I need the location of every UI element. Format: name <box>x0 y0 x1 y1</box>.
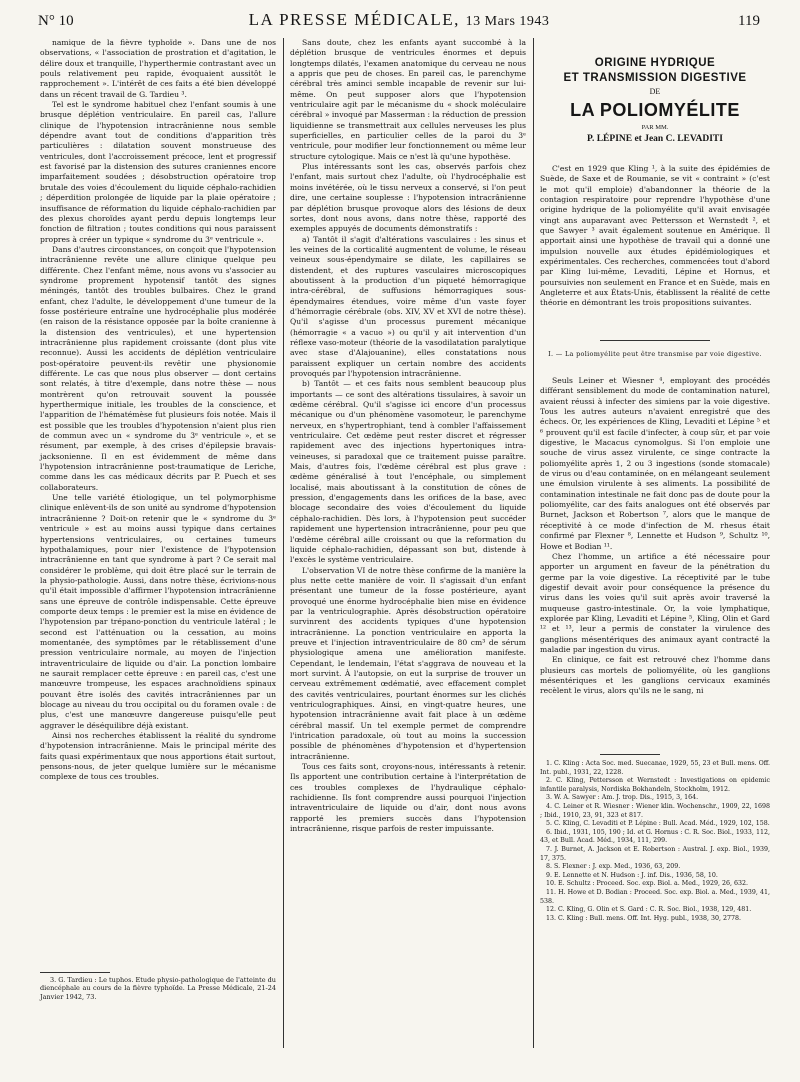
paragraph: Chez l'homme, un artifice a été nécessaire pour apporter un argument en faveur de la pénétration du germe par la voie digestive. La réceptivité par le tube digestif devait avoir pour conséquence la présence du virus dans les voies qu'il suit après avoir traversé la muqueuse gastro-intestinale. Or, la voie lymphatique, explorée par Kling, Levaditi et Lépine ⁵, Kling, Olin et Gard ¹² et ¹³, leur a permis de constater la virulence des ganglions mésentériques des animaux ayant contracté la maladie par ingestion du virus. <box>540 551 770 654</box>
column-divider-2 <box>533 38 534 1048</box>
reference-item: 12. C. Kling, G. Olin et S. Gard : C. R. Soc. Biol., 1938, 129, 481. <box>546 906 752 914</box>
article-title-block <box>540 56 770 146</box>
reference-item: 7. J. Burnet, A. Jackson et E. Robertson : Austral. J. exp. Biol., 1939, 17, 375. <box>540 845 770 862</box>
footnote-rule <box>40 972 110 973</box>
paragraph: En clinique, ce fait est retrouvé chez l'homme dans plusieurs cas mortels de poliomyélite, où les ganglions mésentériques et les ganglions cervicaux examinés recèlent le virus, alors qu'ils ne le sang, ni <box>540 655 770 696</box>
references-list <box>540 760 770 923</box>
paragraph: Seuls Leiner et Wiesner ⁴, employant des procédés différant sensiblement du mode de contamination naturel, avaient réussi à infecter des simiens par la voie digestive. Tous les autres auteurs n'avaient enregistré que des échecs. Or, les expériences de Kling, Levaditi et Lépine ⁵ et ⁶ prouvent qu'il est facile d'infecter, à coup sûr, et par voie digestive, le Macacus cynomolgus. Si l'on emploie une souche de virus assez virulente, ce singe contracte la poliomyélite après 1, 2 ou 3 ingestions (sonde stomacale) de virus ou d'eau contaminée, on en mélangeant seulement une émulsion virulente à ses aliments. La possibilité de contamination intestinale ne fait donc pas de doute pour la poliomyélite, car des faits analogues ont été observés par Burnet, Jackson et Robertson ⁷, alors que le manque de réceptivité à ce mode d'infection de M. rhesus était confirmé par Flexner ⁸, Lennette et Hudson ⁹, Schultz ¹⁰, Howe et Bodian ¹¹. <box>540 376 770 551</box>
article-title-main: LA POLIOMYÉLITE <box>570 100 740 120</box>
reference-item: 4. C. Leiner et R. Wiesner : Wiener klin. Wochenschr., 1909, 22, 1698 ; Ibid., 1910, 23, 91, 323 et 817. <box>540 802 770 819</box>
article-title-line-2: ET TRANSMISSION DIGESTIVE <box>563 72 747 84</box>
issue-number: N° 10 <box>38 13 74 29</box>
reference-item: 9. E. Lennette et N. Hudson : J. inf. Dis., 1936, 58, 10. <box>546 871 718 879</box>
issue-date: 13 Mars 1943 <box>465 14 550 29</box>
column-divider-1 <box>283 38 284 1048</box>
journal-name: LA PRESSE MÉDICALE, <box>248 10 460 29</box>
paragraph: b) Tantôt — et ces faits nous semblent beaucoup plus importants — ce sont des altérations tissulaires, à savoir un œdème cérébral. Qu'il s'agisse ici encore d'un processus mécanique ou d'un phénomène vasomoteur, le parenchyme nerveux, en s'hypertrophiant, tend à combler l'affaissement ventriculaire. Cet œdème peut rester discret et régresser rapidement avec des injections hypertoniques intra-veineuses, si paradoxal que ce traitement puisse paraître. Mais, d'autres fois, l'œdème cérébral est plus grave : œdème généralisé à tout l'encéphale, ou simplement localisé, mais aboutissant à la constitution de cônes de pression, d'engagements dans les orifices de la base, avec blocage secondaire des voies d'écoulement du liquide céphalo-rachidien. Dès lors, à l'hypotension peut succéder rapidement une hypertension intracrânienne, pour peu que l'œdème cérébral aille croissant ou que la reformation du liquide céphalo-rachidien, dépassant son but, distende à l'excès le système ventriculaire. <box>290 379 526 565</box>
reference-item: 10. E. Schultz : Proceed. Soc. exp. Biol. a. Med., 1929, 26, 632. <box>546 880 749 888</box>
paragraph: namique de la fièvre typhoïde ». Dans une de nos observations, « l'association de prostration et d'agitation, le délire doux et tranquille, l'hyperthermie contrastant avec un pouls relativement peu rapide, évoquaient aussitôt le rapprochement ». L'intérêt de ces faits a été bien développé dans un récent travail de G. Tardieu ³. <box>40 38 276 99</box>
article-authors: P. LÉPINE et Jean C. LEVADITI <box>587 134 723 144</box>
article-intro <box>540 164 770 309</box>
footnote-text: 3. G. Tardieu : Le tuphos. Etude physio-pathologique de l'atteinte du diencéphale au cours de la fièvre typhoïde. La Presse Médicale, 21-24 Janvier 1942, 73. <box>40 976 276 1001</box>
reference-item: 5. C. Kling, C. Levaditi et P. Lépine : Bull. Acad. Méd., 1929, 102, 158. <box>546 820 770 828</box>
paragraph: Ainsi nos recherches établissent la réalité du syndrome d'hypotension intracrânienne. Mais le principal mérite des faits quasi expérimentaux que nous apportions était surtout, pensons-nous, de jeter quelque lumière sur le mécanisme complexe de tous ces troubles. <box>40 731 276 782</box>
paragraph: Dans d'autres circonstances, on conçoit que l'hypotension intracrânienne revête une allure clinique quelque peu différente. Chez l'enfant même, nous avons vu s'associer au syndrome proprement hypotensif tantôt des signes méningés, tantôt des troubles bulbaires. Chez le grand enfant, chez l'adulte, le développement d'une tumeur de la fosse postérieure entraîne une hydrocéphalie plus modérée (en raison de la résistance opposée par la boîte cranienne à la distension des ventricules), et une hypertension intracrânienne plus rapidement croissante (dont plus vite reconnue). Aussi les accidents de déplétion ventriculaire post-opératoire peuvent-ils revêtir une physionomie différente. Le cas que nous plus observer — dont certains sont relatés, à titre d'exemple, dans notre thèse — nous montrèrent qu'on retrouvait souvent la poussée hyperthermique initiale, les troubles de la conscience, et l'apparition de l'hématémèse fut plusieurs fois notée. Mais il est possible que les troubles d'hypotension n'aient plus rien de commun avec un « syndrome du 3ᵉ ventricule », et se résument, par exemple, à des crises d'épilepsie bravais-jacksonienne. Il en est évidemment de même dans l'hypotension intracrânienne post-traumatique de Leriche, comme dans les cas médicaux décrits par P. Puech et ses collaborateurs. <box>40 244 276 492</box>
paragraph: Une telle variété étiologique, un tel polymorphisme clinique enlèvent-ils de son unité au syndrome d'hypotension intracrânienne ? Doit-on retenir que le « syndrome du 3ᵉ ventricule » est au moins aussi typique dans certaines hypertensions ventriculaires, ou certaines tumeurs hypothalamiques, pour nier l'existence de l'hypotension intracrânienne en tant que syndrome à part ? Ce serait mal considérer le problème, qui doit être placé sur le terrain de la physio-pathologie. Aussi, dans notre thèse, écrivions-nous qu'il était impossible d'affirmer l'hypotension intracrânienne sans une épreuve de contrôle indispensable. Cette épreuve comporte deux temps : le premier est la mise en évidence de l'hypotension par trépano-ponction du ventricule latéral ; le second est l'atténuation ou la cessation, au moins momentanée, des symptômes par le rétablissement d'une pression ventriculaire normale, au moyen de l'injection intraventriculaire de liquide ou d'air. La ponction lombaire ne saurait remplacer cette épreuve : en pareil cas, c'est une manœuvre trompeuse, les espaces arachnoïdiens spinaux pouvant être isolés des cavités intracrâniennes par un blocage au niveau du trou occipital ou du foramen ovale : de plus, c'est une manœuvre dangereuse puisqu'elle peut aggraver le déséquilibre déjà existant. <box>40 493 276 730</box>
paragraph: Plus intéressants sont les cas, observés parfois chez l'enfant, mais surtout chez l'adulte, où l'hydrocéphalie est moins invétérée, où le tissu nerveux a conservé, si l'on peut dire, une certaine souplesse : l'hypotension intracrânienne par déplétion brusque provoque alors des lésions de deux sortes, dont nous avons, dans notre thèse, rapporté des exemples appuyés de documents démonstratifs : <box>290 162 526 234</box>
article-title-line-3: DE <box>649 87 661 96</box>
column-1 <box>40 38 276 783</box>
reference-item: 1. C. Kling : Acta Soc. med. Suecanae, 1929, 55, 23 et Bull. mens. Off. Int. publ., 1931, 22, 1228. <box>540 760 770 776</box>
section-heading: I. — La poliomyélite peut être transmise par voie digestive. <box>548 350 762 358</box>
section-separator <box>600 340 710 341</box>
paragraph: Tous ces faits sont, croyons-nous, intéressants à retenir. Ils apportent une contribution certaine à l'interprétation de ces troubles complexes de l'hydraulique céphalo-rachidienne. Ils font comprendre aussi pourquoi l'injection intraventriculaire de liquide ou d'air, dont nous avons rapporté les premiers succès dans l'hypotension intracrânienne, risque parfois de rester impuissante. <box>290 762 526 834</box>
page-number: 119 <box>738 13 760 29</box>
reference-item: 3. W. A. Sawyer : Am. J. trop. Dis., 1915, 3, 164. <box>546 794 699 802</box>
paragraph: a) Tantôt il s'agit d'altérations vasculaires : les sinus et les veines de la corticalité augmentent de volume, le réseau veineux sous-épendymaire se dilate, les capillaires se distendent, et des ruptures vasculaires microscopiques aboutissent à la production d'un piqueté hémorragique intra-cérébral, de suffusions hémorragiques sous-épendymaires étendues, voire même d'un vaste foyer d'hémorragie cérébrale (obs. XIV, XV et XVI de notre thèse). Qu'il s'agisse d'un processus purement mécanique (hémorragie « a vacuo ») ou qu'il y ait intervention d'un réflexe vaso-moteur (théorie de la vasodilatation paralytique avec stase d'Alajouanine), elles constatations nous paraissent expliquer un certain nombre des accidents provoqués par l'hypotension intracrânienne. <box>290 234 526 378</box>
paragraph: C'est en 1929 que Kling ¹, à la suite des épidémies de Suède, de Saxe et de Roumanie, se vit « contraint » (c'est le mot qu'il emploie) d'abandonner la théorie de la contagion respiratoire pour reprendre l'hypothèse d'une origine hydrique de la poliomyélite qu'il avait envisagée vingt ans auparavant avec Pettersson et Wernstedt ², et que Sawyer ³ avait également soutenue en Amérique. Il apportait ainsi une hypothèse de travail qui a donné une impulsion nouvelle aux études épidémiologiques et expérimentales. Ces recherches, commencées tout d'abord par Kling lui-même, Levaditi, Lépine et Hornus, et poursuivies non seulement en France et en Suède, mais en Angleterre et aux États-Unis, établissent la réalité de cette théorie en démontrant les trois propositions suivantes. <box>540 164 770 308</box>
reference-item: 8. S. Flexner : J. exp. Med., 1936, 63, 209. <box>546 863 681 871</box>
paragraph: L'observation VI de notre thèse confirme de la manière la plus nette cette manière de voir. Il s'agissait d'un enfant présentant une tumeur de la fosse postérieure, ayant provoqué une énorme hydrocéphalie bien mise en évidence par la ventriculographie. Après désobstruction opératoire survinrent des accidents typiques d'une hypotension intracrânienne. La ponction ventriculaire en apporta la preuve et l'injection intraventriculaire de 80 cm³ de sérum physiologique amena une amélioration manifeste. Cependant, le lendemain, l'état s'aggrava de nouveau et la mort survint. À l'autopsie, on eut la surprise de trouver un cerveau extrêmement œdématié, avec effacement complet des cavités ventriculaires, pourtant énormes sur les clichés ventriculographiques. Ainsi, en vingt-quatre heures, une hypotension intracrânienne avait fait place à un œdème cérébral massif. Un tel exemple permet de comprendre l'intrication paradoxale, où tout au moins la succession possible de phénomènes d'hypotension et d'hypertension intracrânienne. <box>290 565 526 761</box>
footnote <box>40 976 276 1001</box>
running-head <box>38 10 760 32</box>
paragraph: Tel est le syndrome habituel chez l'enfant soumis à une brusque déplétion ventriculaire. En pareil cas, l'allure clinique de l'hypotension intracrânienne nous semble dépendre avant tout de conditions d'apparition très particulières : dilatation souvent monstrueuse des ventricules, dont l'accroissement précoce, lent et progressif est favorisé par la distension des sutures craniennes encore imparfaitement soudées ; désobstruction opératoire trop brutale des voies d'écoulement du liquide céphalo-rachidien ; déperdition prolongée de liquide par la plaie opératoire ; insuffisance de réformation du liquide céphalo-rachidien par des plexus choroïdes ayant perdu depuis longtemps leur fonction de filtration ; toutes conditions qui nous paraissent propres à créer un typique « syndrome du 3ᵉ ventricule ». <box>40 100 276 244</box>
journal-title <box>118 10 680 30</box>
reference-item: 13. C. Kling : Bull. mens. Off. Int. Hyg. publ., 1938, 30, 2778. <box>546 914 742 922</box>
reference-item: 2. C. Kling, Pettersson et Wernstedt : Investigations on epidemic infantile paralysis, Nordiska Bokhandeln, Stockholm, 1912. <box>540 777 770 793</box>
column-2 <box>290 38 526 834</box>
reference-item: 6. Ibid., 1931, 105, 190 ; Id. et G. Hornus : C. R. Soc. Biol., 1933, 112, 43, et Bull. Acad. Méd., 1934, 111, 299. <box>540 828 770 845</box>
article-title-line-1: ORIGINE HYDRIQUE <box>594 57 716 69</box>
references-rule <box>600 754 660 755</box>
byline-par: PAR MM. <box>641 124 669 131</box>
article-body <box>540 376 770 697</box>
paragraph: Sans doute, chez les enfants ayant succombé à la déplétion brusque de ventricules énormes et depuis longtemps dilatés, l'examen anatomique du cerveau ne nous a appris que peu de choses. En pareil cas, le parenchyme cérébral très aminci semble incapable de revenir sur lui-même. On peut supposer alors que l'hypotension ventriculaire agit par le mécanisme du « shock moléculaire cérébral » invoqué par Masserman : la réduction de pression liquidienne se transmettrait aux cellules nerveuses les plus superficielles, en particulier celles de la paroi du 3ᵉ ventricule, pour modifier leur fonctionnement ou même leur structure cytologique. Mais ce n'est là qu'une hypothèse. <box>290 38 526 161</box>
reference-item: 11. H. Howe et D. Bodian : Proceed. Soc. exp. Biol. a. Med., 1939, 41, 538. <box>540 888 770 905</box>
